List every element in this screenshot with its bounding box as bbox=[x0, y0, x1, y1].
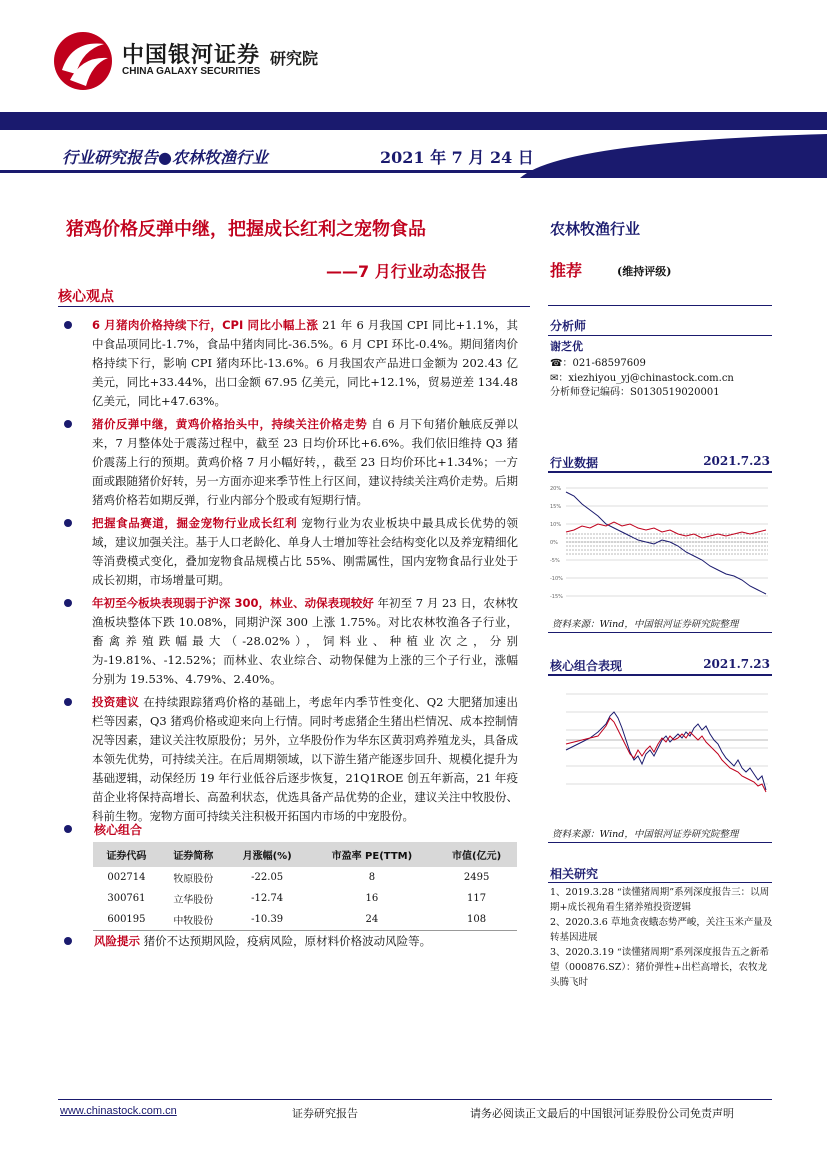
svg-text:10%: 10% bbox=[550, 522, 562, 528]
industry-data-date: 2021.7.23 bbox=[703, 454, 770, 468]
industry-data-chart bbox=[548, 476, 772, 608]
industry-data-title: 行业数据 bbox=[550, 456, 599, 470]
report-date: 2021 年 7 月 24 日 bbox=[380, 148, 534, 167]
core-views-heading: 核心观点 bbox=[58, 289, 114, 305]
risk-label: 风险提示 bbox=[94, 934, 140, 948]
svg-text:-5%: -5% bbox=[550, 558, 560, 564]
table-cell: 牧原股份 bbox=[173, 874, 214, 885]
brand-name-cn: 中国银河证券 bbox=[122, 43, 261, 68]
table-row bbox=[93, 909, 517, 931]
svg-text:-10%: -10% bbox=[550, 576, 563, 582]
divider bbox=[548, 335, 772, 336]
bullet-icon bbox=[64, 420, 72, 428]
related-research-heading: 相关研究 bbox=[550, 867, 599, 881]
table-cell: 中牧股份 bbox=[160, 909, 227, 931]
footer-website-link[interactable]: www.chinastock.com.cn bbox=[60, 1105, 177, 1117]
svg-text:-15%: -15% bbox=[550, 594, 563, 600]
table-cell: 2495 bbox=[463, 872, 490, 883]
divider bbox=[548, 882, 772, 883]
divider bbox=[548, 842, 772, 843]
table-header-row bbox=[93, 842, 517, 867]
analyst-name: 谢芝优 bbox=[550, 340, 583, 353]
risk-text: 猪价不达预期风险，疫病风险，原材料价格波动风险等。 bbox=[140, 934, 432, 948]
bullet-icon bbox=[64, 698, 72, 706]
table-row bbox=[93, 888, 517, 909]
analyst-email: ✉：xiezhiyou_yj@chinastock.com.cn bbox=[550, 373, 734, 384]
table-cell: 8 bbox=[368, 872, 376, 883]
bullet-icon bbox=[64, 321, 72, 329]
combo-performance-date: 2021.7.23 bbox=[703, 657, 770, 671]
recommendation: 推荐 bbox=[550, 261, 583, 280]
footer-disclaimer: 请务必阅读正文最后的中国银河证券股份公司免责声明 bbox=[470, 1107, 734, 1120]
sub-title: ——7 月行业动态报告 bbox=[326, 262, 487, 281]
table-cell: 108 bbox=[436, 909, 517, 931]
svg-text:20%: 20% bbox=[550, 486, 562, 492]
table-cell: 600195 bbox=[93, 909, 160, 931]
list-item bbox=[62, 316, 518, 411]
bullet-highlight: 把握食品赛道，掘金宠物行业成长红利 bbox=[92, 516, 298, 530]
column-header: 证券简称 bbox=[160, 842, 227, 867]
svg-text:15%: 15% bbox=[550, 504, 562, 510]
combo-performance-source: 资料来源：Wind，中国银河证券研究院整理 bbox=[552, 829, 739, 840]
bullet-icon bbox=[64, 519, 72, 527]
table-row bbox=[93, 867, 517, 888]
list-item: 1、2019.3.28 “读懂猪周期”系列深度报告三：以周期+成长视角看生猪养殖投资逻辑 bbox=[550, 887, 770, 913]
divider bbox=[548, 305, 772, 306]
analyst-reg-no: 分析师登记编码：S0130519020001 bbox=[550, 387, 720, 398]
analyst-heading: 分析师 bbox=[550, 319, 587, 333]
bullet-icon bbox=[64, 937, 72, 945]
core-views-list bbox=[62, 316, 518, 830]
table-cell: -12.74 bbox=[251, 893, 284, 904]
industry-name: 农林牧渔行业 bbox=[550, 220, 641, 238]
analyst-phone: ☎：021-68597609 bbox=[550, 358, 646, 369]
bullet-highlight: 6 月猪肉价格持续下行，CPI 同比小幅上涨 bbox=[92, 318, 319, 332]
list-item bbox=[62, 514, 518, 590]
list-item bbox=[62, 415, 518, 510]
table-cell: 24 bbox=[308, 909, 437, 931]
related-research-list bbox=[550, 885, 774, 990]
table-cell: 117 bbox=[467, 893, 487, 904]
combo-performance-header bbox=[548, 654, 772, 676]
column-header: 市值(亿元) bbox=[436, 842, 517, 867]
svg-text:0%: 0% bbox=[550, 540, 558, 546]
list-item: 3、2020.3.19 “读懂猪周期”系列深度报告五之新希望（000876.SZ）：猪价弹性+出栏高增长，农牧龙头腾飞时 bbox=[550, 947, 770, 988]
bullet-text: 宠物行业为农业板块中最具成长优势的领域，建议加强关注。基于人口老龄化、单身人士增加等社会结构变化以及养宠精细化等消费模式变化，叠加宠物食品规模占比 55%、刚需属性，国内宠物食品行业处于成长初期，市场增量可期。 bbox=[92, 516, 518, 587]
table-cell: -22.05 bbox=[251, 872, 284, 883]
main-title: 猪鸡价格反弹中继，把握成长红利之宠物食品 bbox=[66, 219, 426, 240]
bullet-text: 21 年 6 月我国 CPI 同比+1.1%，其中食品项同比-1.7%，食品中猪肉同比-36.5%。6 月 CPI 环比-0.4%。期间猪肉价格持续下行，影响 CPI 猪肉环比-13.6%。6 月我国农产品进口金额为 202.43 亿美元，同比+33.44%，出口金额 67.95 亿美元，同比+12.1%，贸易逆差 134.48 亿美元，同比+47.63%。 bbox=[92, 318, 518, 408]
galaxy-logo-icon bbox=[52, 30, 114, 92]
combo-performance-title: 核心组合表现 bbox=[550, 659, 623, 673]
institute-name: 研究院 bbox=[270, 49, 319, 68]
industry-data-header bbox=[548, 451, 772, 473]
bullet-icon bbox=[64, 825, 72, 833]
divider bbox=[58, 306, 530, 307]
bullet-highlight: 投资建议 bbox=[92, 695, 140, 709]
core-portfolio-title: 核心组合 bbox=[94, 823, 143, 837]
footer-divider bbox=[58, 1099, 772, 1100]
combo-performance-chart bbox=[548, 680, 772, 812]
list-item bbox=[62, 594, 518, 689]
footer-label: 证券研究报告 bbox=[292, 1107, 358, 1120]
bullet-text: 年初至 7 月 23 日，农林牧渔板块整体下跌 10.08%，同期沪深 300 上涨 1.75%。对比农林牧渔各子行业，畜禽养殖跌幅最大（-28.02%），饲料业、种植业次之，分别为-19.81%、-12.52%；而林业、农业综合、动物保健为上涨的三个子行业，涨幅分别为 19.53%、4.79%、2.40%。 bbox=[92, 596, 518, 686]
bullet-highlight: 猪价反弹中继，黄鸡价格抬头中，持续关注价格走势 bbox=[92, 417, 368, 431]
table-cell: -10.39 bbox=[227, 909, 308, 931]
table-cell: 16 bbox=[365, 893, 379, 904]
rating-note: (维持评级) bbox=[617, 265, 672, 278]
report-type-title: 行业研究报告●农林牧渔行业 bbox=[62, 148, 268, 167]
bullet-text: 在持续跟踪猪鸡价格的基础上，考虑年内季节性变化、Q2 大肥猪加速出栏等因素，Q3 猪鸡价格或迎来向上行情。同时考虑猪企生猪出栏情况、成本控制情况等因素，建议关注牧原股份；另外，立华股份作为华东区黄羽鸡养殖龙头，具备成本领先优势，可持续关注。在后周期领域，以下游生猪产能逐步回升、规模化提升为基础逻辑，动保经历 19 年行业低谷后逐步恢复，21Q1ROE 创五年新高，21 年疫苗企业将保持高增长、高盈利状态，优选具备产品优势的企业，建议关注中牧股份、科前生物。宠物方面可持续关注积极开拓国内市场的中宠股份。 bbox=[92, 695, 518, 823]
core-portfolio-table bbox=[93, 842, 517, 931]
table-cell: 002714 bbox=[107, 872, 146, 883]
list-item bbox=[62, 693, 518, 826]
bullet-icon bbox=[64, 599, 72, 607]
column-header: 市盈率 PE(TTM) bbox=[308, 842, 437, 867]
brand-name-en: CHINA GALAXY SECURITIES bbox=[122, 66, 261, 77]
table-cell: 300761 bbox=[107, 893, 146, 904]
bullet-text: 自 6 月下旬猪价触底反弹以来，7 月整体处于震荡过程中，截至 23 日均价环比+6.6%。我们依旧维持 Q3 猪价震荡上行的预期。黄鸡价格 7 月小幅好转，，截至 23 日均价环比+1.34%；一方面或跟随猪价好转，另一方面亦迎来季节性上行区间，建议持续关注鸡价走势。后期猪鸡价格若如期反弹，行业内部分个股或有短期行情。 bbox=[92, 417, 518, 507]
column-header: 月涨幅(%) bbox=[227, 842, 308, 867]
bullet-highlight: 年初至今板块表现弱于沪深 300，林业、动保表现较好 bbox=[92, 596, 374, 610]
column-header: 证券代码 bbox=[93, 842, 160, 867]
industry-data-source: 资料来源：Wind，中国银河证券研究院整理 bbox=[552, 619, 739, 630]
list-item: 2、2020.3.6 草地贪夜蛾态势严峻，关注玉米产量及转基因进展 bbox=[550, 917, 773, 943]
divider bbox=[548, 632, 772, 633]
table-cell: 立华股份 bbox=[173, 895, 214, 906]
